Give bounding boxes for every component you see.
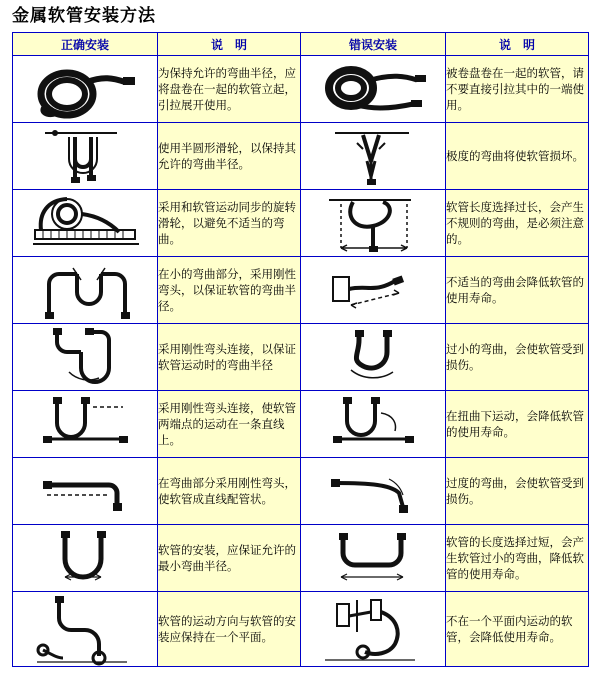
desc-wrong-5: 过小的弯曲，会使软管受到损伤。 — [446, 324, 589, 391]
desc-wrong-6: 在扭曲下运动，会降低软管的使用寿命。 — [446, 391, 589, 458]
figure-correct-same-plane-motion — [13, 592, 158, 667]
figure-wrong-coiled-hose-pulled — [301, 56, 446, 123]
desc-correct-5: 采用刚性弯头连接，以保证软管运动时的弯曲半径 — [158, 324, 301, 391]
figure-correct-minimum-bend-radius-u — [13, 525, 158, 592]
table-row — [13, 458, 589, 525]
figure-correct-rigid-bend-connection — [13, 324, 158, 391]
desc-correct-4: 在小的弯曲部分，采用刚性弯头，以保证软管的弯曲半径。 — [158, 257, 301, 324]
figure-wrong-excessive-bend — [301, 458, 446, 525]
figure-correct-rotating-sheave-chain — [13, 190, 158, 257]
desc-correct-3: 采用和软管运动同步的旋转滑轮，以避免不适当的弯曲。 — [158, 190, 301, 257]
desc-correct-8: 软管的安装，应保证允许的最小弯曲半径。 — [158, 525, 301, 592]
desc-correct-6: 采用刚性弯头连接，使软管两端点的运动在一条直线上。 — [158, 391, 301, 458]
table-row — [13, 324, 589, 391]
desc-correct-2: 使用半圆形滑轮，以保持其允许的弯曲半径。 — [158, 123, 301, 190]
figure-correct-semicircular-sheave — [13, 123, 158, 190]
desc-wrong-1: 被卷盘卷在一起的软管，请不要直接引拉其中的一端使用。 — [446, 56, 589, 123]
table-row — [13, 123, 589, 190]
desc-wrong-9: 不在一个平面内运动的软管，会降低使用寿命。 — [446, 592, 589, 667]
figure-correct-coiled-hose-upright — [13, 56, 158, 123]
desc-wrong-8: 软管的长度选择过短，会产生软管过小的弯曲，降低软管的使用寿命。 — [446, 525, 589, 592]
table-row — [13, 592, 589, 667]
column-header-wrong-install: 错误安装 — [301, 33, 446, 56]
figure-wrong-improper-bend — [301, 257, 446, 324]
desc-wrong-7: 过度的弯曲，会使软管受到损伤。 — [446, 458, 589, 525]
table-row — [13, 257, 589, 324]
desc-correct-1: 为保持允许的弯曲半径，应将盘卷在一起的软管立起，引拉展开使用。 — [158, 56, 301, 123]
table-header-row — [13, 33, 589, 56]
column-header-correct-desc: 说 明 — [158, 33, 301, 56]
table-row — [13, 56, 589, 123]
page-title: 金属软管安装方法 — [12, 6, 156, 26]
table-row — [13, 525, 589, 592]
desc-wrong-4: 不适当的弯曲会降低软管的使用寿命。 — [446, 257, 589, 324]
desc-correct-9: 软管的运动方向与软管的安装应保持在一个平面。 — [158, 592, 301, 667]
desc-correct-7: 在弯曲部分采用刚性弯头，使软管成直线配管状。 — [158, 458, 301, 525]
figure-wrong-torsion-motion — [301, 391, 446, 458]
figure-wrong-out-of-plane-motion — [301, 592, 446, 667]
figure-wrong-too-long-hose-small-bend — [301, 525, 446, 592]
figure-wrong-too-small-bend — [301, 324, 446, 391]
desc-wrong-3: 软管长度选择过长，会产生不规则的弯曲，是必须注意的。 — [446, 190, 589, 257]
column-header-wrong-desc: 说 明 — [446, 33, 589, 56]
figure-wrong-long-hose-irregular-bend — [301, 190, 446, 257]
figure-correct-rigid-elbow-small-bend — [13, 257, 158, 324]
table-row — [13, 190, 589, 257]
column-header-correct-install: 正确安装 — [13, 33, 158, 56]
figure-wrong-sharp-bend-hose — [301, 123, 446, 190]
desc-wrong-2: 极度的弯曲将使软管损坏。 — [446, 123, 589, 190]
table-row — [13, 391, 589, 458]
figure-correct-straight-pipe-rigid-elbow — [13, 458, 158, 525]
hose-installation-table — [12, 32, 589, 667]
figure-correct-rigid-elbow-straight-line — [13, 391, 158, 458]
